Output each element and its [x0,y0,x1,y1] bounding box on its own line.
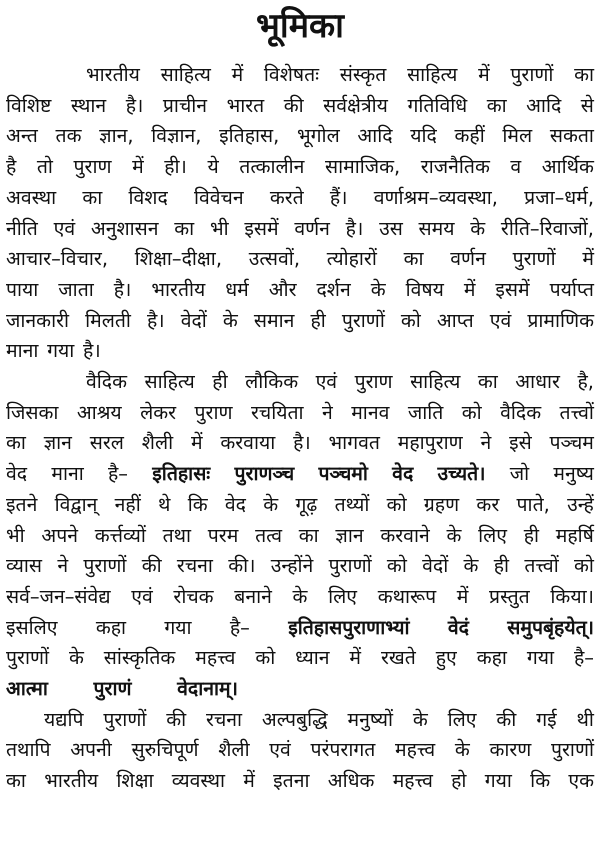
word: इसलिए [6,615,58,639]
word: प्रजा–धर्म, [524,185,594,209]
word: आर्थिक [541,155,594,179]
word: अवस्था [6,185,57,209]
word: का [574,63,594,86]
word: की [141,554,162,578]
word: का [403,247,424,271]
word: का [82,185,103,209]
word: की [496,707,517,731]
word: में [243,769,255,793]
text-line [6,214,594,244]
text-line [86,60,594,90]
text-line [6,735,594,765]
word: बनाने [234,584,272,608]
word: इतने [6,492,38,516]
word: गया [484,769,512,793]
word: पुराणों [83,554,127,578]
word: सांस्कृतिक [103,646,176,670]
word: है, [577,370,594,393]
word: रचयिता [250,400,304,424]
word: ग्रहण [423,492,460,516]
word: विशेषतः [263,63,320,86]
text-line [6,613,594,643]
word: वर्णाश्रम–व्यवस्था, [373,185,498,209]
word: है। [113,277,132,301]
word: साहित्य [410,370,461,393]
word: विवेचन [193,185,244,209]
word: मानव [351,400,390,424]
word: पुराणों [341,308,385,332]
word: उस [379,216,403,240]
word: इतिहास, [219,124,280,148]
word: ये [207,155,219,179]
word: पुराण [73,155,112,179]
word: के [263,492,279,516]
word: भी [209,216,229,240]
word: थे [158,492,171,516]
word: वेद [6,462,28,486]
word: कहीं [454,124,485,148]
word: परंपरागत [310,738,376,762]
word: जाति [407,400,444,424]
word: से [580,93,594,117]
word: रखते [380,646,416,670]
word: माना [51,462,84,486]
word: है– [108,462,129,486]
word: इतिहासः [152,462,211,486]
word: में [231,63,244,86]
text-line [6,674,238,704]
word: पाते, [516,492,550,516]
word: आधार [515,370,560,393]
word: कि [530,769,551,793]
word: राजनैतिक [420,155,490,179]
word: महत्त्व [195,646,236,670]
word: ही [493,554,510,578]
word: पुराणों [103,707,147,731]
word: भारतीय [151,277,206,301]
word: करवाने [380,523,430,547]
word: नहीं [114,492,141,516]
text-line [6,398,594,428]
text-line [6,306,594,336]
word: में [463,277,476,301]
word: भागवत [328,431,380,455]
word: रचना [206,707,243,731]
word: सर्व–जन–संवेद्य [6,584,111,608]
word: सकता [549,124,594,148]
word: भारतीय [44,769,99,793]
text-line [6,91,594,121]
word: दर्शन [316,277,351,301]
text-line [6,336,594,366]
word: मिल [502,124,533,148]
word: लिए [478,523,507,547]
word: ही। [164,155,187,179]
word: अन्त [6,124,38,148]
word: पञ्चम [549,431,594,455]
word: वैदिक [500,400,542,424]
word: तथ्यों [334,492,370,516]
word: गतिविधि [407,93,468,117]
word: सामाजिक, [324,155,401,179]
word: वेद [392,462,414,486]
word: गई [536,707,557,731]
word: साहित्य [160,63,211,86]
word: है। [345,216,364,240]
word: महत्त्व [395,738,436,762]
word: के [463,554,479,578]
word: महत्त्व [392,769,433,793]
word: उच्यते। [437,462,486,486]
word: तत्त्वों [524,554,559,578]
word: इसे [509,431,532,455]
text-line [6,490,594,520]
word: के [222,308,238,332]
word: की। [228,554,256,578]
word: एवं [53,216,76,240]
word: कर [476,492,500,516]
word: ज्ञान [43,431,72,455]
word: एवं [489,308,512,332]
word: पुराणों [512,247,556,271]
word: विद्वान् [54,492,98,516]
word: इसमें [244,216,279,240]
word: में [478,63,490,86]
word: ने [322,400,333,424]
word: वैदिक [86,370,127,393]
word: पाया [6,277,39,301]
word: का [6,431,26,455]
word: है। [293,431,311,455]
word: के [370,277,386,301]
word: कथारूप [377,584,437,608]
word: गया [47,339,75,363]
word: इसमें [495,277,530,301]
word: ने [480,431,492,455]
word: मिलती [85,308,131,332]
word: इतिहासपुराणाभ्यां [288,615,410,639]
word: कारण [489,738,532,762]
word: वर्णन [294,216,330,240]
word: स्थान [70,93,107,117]
word: में [132,155,144,179]
word: आचार–विचार, [6,247,109,271]
word: नीति [6,216,38,240]
word: अपने [41,523,78,547]
word: आदि [357,124,393,148]
word: अपनी [70,738,112,762]
word: को [461,400,482,424]
word: लौकिक [245,370,299,393]
text-line [86,367,594,397]
word: पुराण [194,400,233,424]
word: को [574,554,594,578]
word: ध्यान [295,646,330,670]
word: उन्होंने [270,554,314,578]
word: है। [125,93,144,117]
word: रोचक [173,584,214,608]
word: तत्व [255,523,283,547]
word: समुपबृंहयेत्। [507,615,594,639]
text-line [6,582,594,612]
word: परम [207,523,239,547]
word: ज्ञान, [99,124,134,148]
word: भारत [226,93,265,117]
word: वेदानाम्। [177,677,238,700]
word: वेदों [180,308,207,332]
word: उन्हें [567,492,594,516]
word: जानकारी [6,308,70,332]
word: हो [451,769,467,793]
word: में [190,431,203,455]
word: है [6,155,17,179]
word: भारतीय [86,63,140,86]
word: यद्यपि [44,707,84,731]
word: आदि [526,93,562,117]
word: सर्वक्षेत्रीय [323,93,388,117]
word: विज्ञान, [151,124,202,148]
word: में [582,247,594,271]
word: सरल [89,431,124,455]
word: के [470,216,486,240]
word: धर्म [225,277,249,301]
word: यदि [410,124,437,148]
word: में [349,646,362,670]
word: भी [6,523,25,547]
word: व्यास [6,554,43,578]
word: गया [526,646,555,670]
word: है– [229,615,250,639]
word: रचना [176,554,213,578]
word: रीति–रिवाजों, [500,216,594,240]
word: और [268,277,297,301]
word: पुराणञ्च [234,462,295,486]
word: प्राचीन [162,93,208,117]
word: करवाया [220,431,276,455]
text-line [6,428,594,458]
word: लिए [328,584,358,608]
word: वेदों [422,554,449,578]
word: हैं। [329,185,348,209]
word: समान [253,308,295,332]
word: भूगोल [297,124,340,148]
word: ज्ञान [335,523,364,547]
word: उत्सवों, [248,247,300,271]
text-line [6,766,594,796]
word: प्रामाणिक [527,308,594,332]
text-line [6,459,594,489]
word: अधिक [327,769,375,793]
word: लेकर [140,400,177,424]
word: पुराणं [93,677,132,700]
word: पुराणों [510,63,554,86]
word: शिक्षा–दीक्षा, [134,247,222,271]
word: के [412,707,428,731]
word: कहा [476,646,507,670]
word: अल्पबुद्धि [261,707,328,731]
word: है। [147,308,165,332]
word: आत्मा [6,677,48,700]
text-line [44,705,594,735]
word: के [292,584,308,608]
word: तथा [162,523,192,547]
word: समय [418,216,455,240]
word: किया। [550,584,594,608]
word: इतना [273,769,310,793]
word: पर्याप्त [549,277,594,301]
word: के [68,646,84,670]
word: शैली [141,431,174,455]
word: को [386,554,407,578]
word: महापुराण [397,431,463,455]
page-title: भूमिका [256,6,344,46]
word: के [454,738,470,762]
word: का [6,769,26,793]
word: को [386,492,407,516]
text-line [6,275,594,305]
word: अनुशासन [90,216,159,240]
word: तत्त्वों [559,400,594,424]
word: गया [164,615,192,639]
word: कहा [95,615,127,639]
word: आप्त [436,308,474,332]
word: पञ्चमो [318,462,368,486]
word: को [255,646,276,670]
text-line [6,244,594,274]
text-line [6,183,594,213]
word: प्रस्तुत [489,584,530,608]
word: माना [6,339,39,363]
word: व्यवस्था [171,769,225,793]
word: है– [573,646,594,670]
word: पुराण [354,370,393,393]
word: का [298,523,319,547]
word: व [510,155,522,179]
word: वर्णन [450,247,486,271]
word: जिसका [6,400,59,424]
word: विषय [405,277,444,301]
word: ही [523,523,540,547]
word: मनुष्य [553,462,594,486]
word: शैली [218,738,250,762]
word: ही [310,308,326,332]
word: पुराणों [550,738,594,762]
word: तो [36,155,53,179]
text-line [6,551,594,581]
word: वेद [224,492,246,516]
word: हुए [435,646,457,670]
word: महर्षि [555,523,594,547]
word: मनुष्यों [347,707,394,731]
word: साहित्य [407,63,458,86]
word: करते [269,185,304,209]
word: तक [55,124,82,148]
word: है। [83,339,101,363]
word: साहित्य [144,370,195,393]
word: ही [212,370,228,393]
word: को [400,308,421,332]
word: का [477,370,498,393]
word: विशिष्ट [6,93,52,117]
word: गूढ़ [295,492,318,516]
word: पुराणों [6,646,50,670]
word: जाता [58,277,94,301]
word: सुरुचिपूर्ण [131,738,199,762]
word: तत्कालीन [239,155,305,179]
word: संस्कृत [339,63,387,86]
word: के [446,523,462,547]
word: आश्रय [76,400,122,424]
word: त्योहारों [326,247,377,271]
word: पुराणों [328,554,372,578]
word: विशद [128,185,168,209]
word: लिए [447,707,477,731]
word: का [174,216,195,240]
word: एवं [131,584,153,608]
word: की [283,93,304,117]
word: का [486,93,507,117]
word: जो [509,462,530,486]
word: कि [187,492,208,516]
word: थी [576,707,594,731]
word: ने [57,554,69,578]
word: कर्त्तव्यों [94,523,146,547]
word: शिक्षा [116,769,154,793]
word: एवं [269,738,291,762]
text-line [6,121,594,151]
word: में [456,584,469,608]
word: एक [568,769,594,793]
word: वेदं [447,615,469,639]
text-line [6,643,594,673]
word: की [166,707,187,731]
word: तथापि [6,738,51,762]
text-line [6,152,594,182]
word: एवं [315,370,338,393]
text-line [6,521,594,551]
